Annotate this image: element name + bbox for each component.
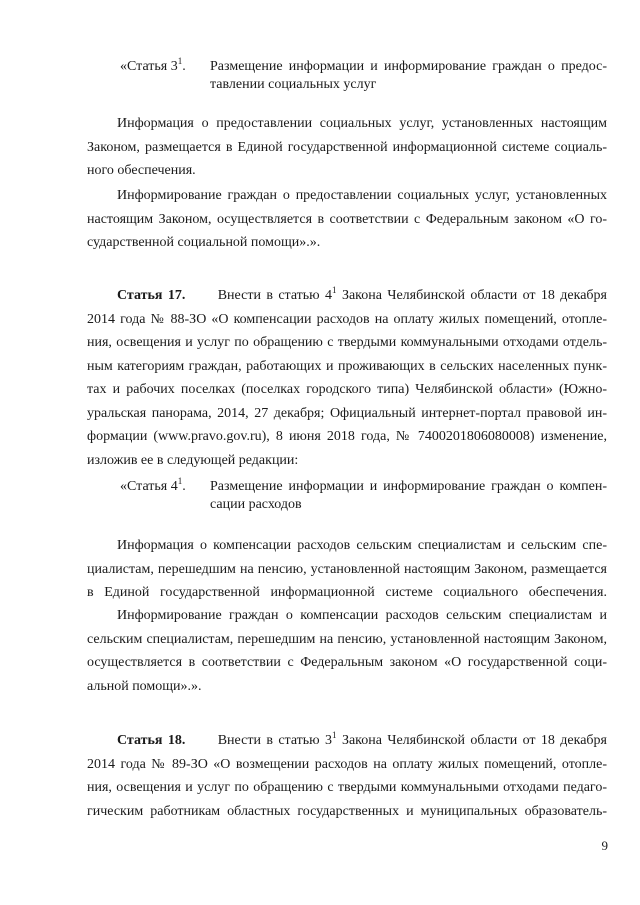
article-17: Статья 17. Внести в статью $4^1$ Закона Челябинской области от 18 декабря 2014 года № 88-ЗО «О компенсации расходов на оплату жилых помещений, отопле- ния, освещения и услуг по обращению с твердыми коммунальными отходами отдель- ным категориям граждан, работающих и проживающих в сельских населенных пунк- тах и рабочих поселках (поселках городского типа) Челябинской области» (Южно- уральская панорама, 2014, 27 декабря; Официальный интернет-портал правовой ин- формации (www.pravo.gov.ru), 8 июня 2018 года, № 7400201806080008) изменение, изложив ее в следующей редакции: <box>87 285 607 468</box>
paragraph-informing-services: Информирование граждан о предоставлении социальных услуг, установленных настоящим Законом, осуществляется в соответствии с Федеральным законом «О го- сударственной социальной помощи».». <box>87 188 607 250</box>
article-18-first-line: Статья 18. Внести в статью $3^1$ Закона Челябинской области от 18 декабря <box>117 730 607 748</box>
article-4-1-title: Размещение информации и информирование граждан о компен- сации расходов <box>210 479 607 512</box>
article-18: Статья 18. Внести в статью $3^1$ Закона Челябинской области от 18 декабря 2014 года № 89-ЗО «О возмещении расходов на оплату жилых помещений, отопле- ния, освещения и услуг по обращению с твердыми коммунальными отходами педаго- гическим работникам областных государственных и муниципальных образователь- <box>87 730 607 819</box>
article-4-1-label: «Статья $4^1$. <box>120 476 186 494</box>
article-17-label: Статья 17. <box>117 288 186 303</box>
article-3-1-title: Размещение информации и информирование граждан о предос- тавлении социальных услуг <box>210 59 607 92</box>
page-number: 9 <box>601 838 608 853</box>
article-18-label: Статья 18. <box>117 733 186 748</box>
paragraph-info-compensation: Информация о компенсации расходов сельским специалистам и сельским спе- циалистам, перешедшим на пенсию, установленной настоящим Законом, размещается в Единой государственной информационной системе социального обеспечения. <box>87 538 607 600</box>
paragraph-informing-compensation: Информирование граждан о компенсации расходов сельским специалистам и сельским специалистам, перешедшим на пенсию, установленной настоящим Законом, осуществляется в соответствии с Федеральным законом «О государственной соци- альной помощи».». <box>87 608 607 694</box>
article-3-1-label: «Статья $3^1$. <box>120 56 186 74</box>
paragraph-info-services: Информация о предоставлении социальных услуг, установленных настоящим Законом, размещается в Единой государственной информационной системе социаль- ного обеспечения. <box>87 116 607 178</box>
article-17-first-line: Статья 17. Внести в статью $4^1$ Закона Челябинской области от 18 декабря <box>117 285 607 303</box>
